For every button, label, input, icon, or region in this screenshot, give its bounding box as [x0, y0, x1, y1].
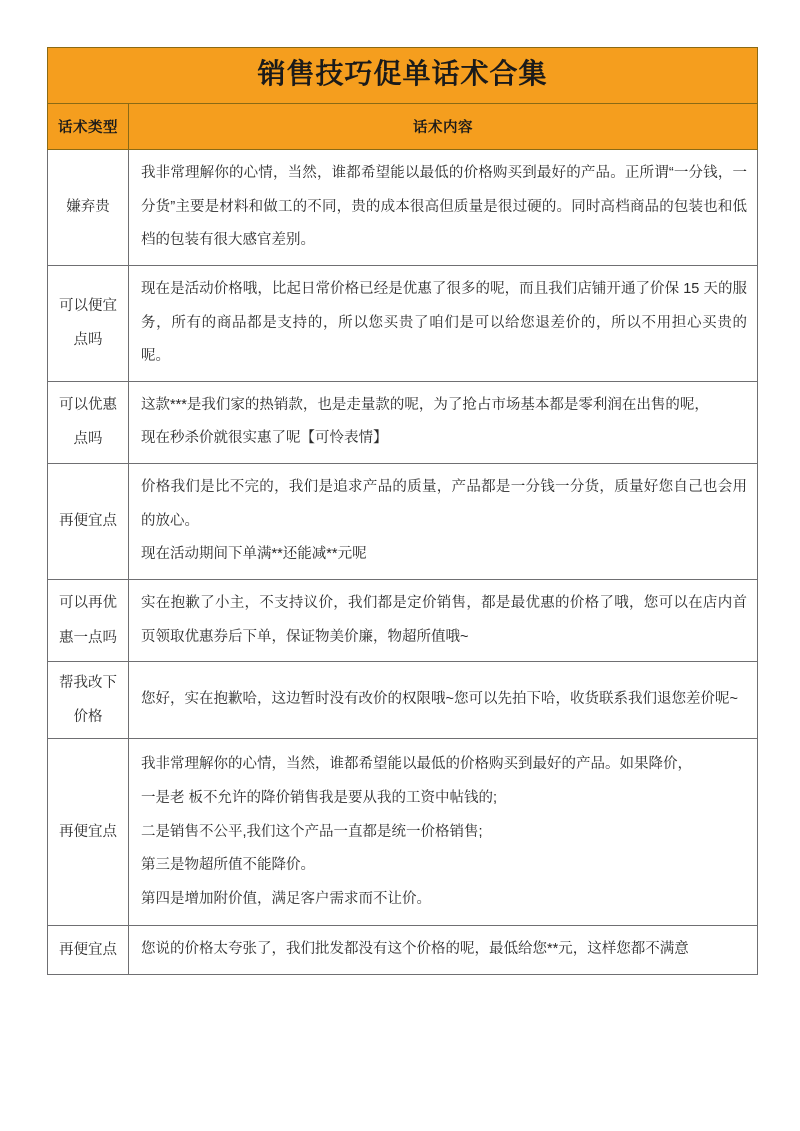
script-paragraph: 第三是物超所值不能降价。 [141, 857, 315, 874]
sales-script-table [47, 47, 758, 975]
script-content-cell [129, 381, 758, 463]
script-content-cell [129, 150, 758, 266]
table-row [48, 464, 758, 580]
table-row [48, 265, 758, 381]
table-header-row [48, 104, 758, 150]
script-content-cell [129, 926, 758, 975]
table-row [48, 579, 758, 661]
script-paragraph: 我非常理解你的心情，当然，谁都希望能以最低的价格购买到最好的产品。正所谓“一分钱，一分货”主要是材料和做工的不同，贵的成本很高但质量是很过硬的。同时高档商品的包装也和低档的包装有很大感官差别。 [141, 165, 748, 249]
script-type-cell: 帮我改下价格 [48, 662, 129, 739]
script-content-cell [129, 265, 758, 381]
script-type-cell: 可以优惠点吗 [48, 381, 129, 463]
script-paragraph: 一是老 板不允许的降价销售我是要从我的工资中帖钱的; [141, 789, 498, 806]
script-paragraph: 价格我们是比不完的，我们是追求产品的质量，产品都是一分钱一分货，质量好您自己也会用的放心。 [141, 479, 748, 529]
table-row [48, 662, 758, 739]
script-content-cell [129, 662, 758, 739]
table-row [48, 150, 758, 266]
table-title-cell [48, 48, 758, 104]
script-paragraph: 您说的价格太夸张了，我们批发都没有这个价格的呢，最低给您**元，这样您都不满意 [141, 941, 689, 958]
script-paragraph: 您好，实在抱歉哈，这边暂时没有改价的权限哦~您可以先拍下哈，收货联系我们退您差价呢~ [141, 691, 738, 708]
table-title-row [48, 48, 758, 104]
column-header-content: 话术内容 [129, 104, 758, 150]
script-paragraph: 二是销售不公平,我们这个产品一直都是统一价格销售; [141, 823, 483, 840]
script-paragraph: 现在是活动价格哦，比起日常价格已经是优惠了很多的呢，而且我们店铺开通了价保 15 天的服务，所有的商品都是支持的，所以您买贵了咱们是可以给您退差价的，所以不用担心买贵的呢。 [141, 280, 748, 365]
script-content-cell [129, 739, 758, 926]
script-paragraph: 现在秒杀价就很实惠了呢【可怜表情】 [141, 430, 388, 447]
script-paragraph: 实在抱歉了小主，不支持议价，我们都是定价销售，都是最优惠的价格了哦，您可以在店内首页领取优惠券后下单，保证物美价廉，物超所值哦~ [141, 594, 748, 645]
script-paragraph: 这款***是我们家的热销款，也是走量款的呢，为了抢占市场基本都是零利润在出售的呢， [141, 396, 709, 413]
page-title: 销售技巧促单话术合集 [257, 58, 548, 90]
script-paragraph: 第四是增加附价值，满足客户需求而不让价。 [141, 890, 431, 907]
table-row [48, 739, 758, 926]
script-type-cell: 再便宜点 [48, 464, 129, 580]
script-type-cell: 再便宜点 [48, 926, 129, 975]
script-paragraph: 现在活动期间下单满**还能减**元呢 [141, 546, 367, 563]
column-header-type: 话术类型 [48, 104, 129, 150]
script-type-cell: 嫌弃贵 [48, 150, 129, 266]
script-paragraph: 我非常理解你的心情，当然，谁都希望能以最低的价格购买到最好的产品。如果降价， [141, 756, 692, 773]
script-content-cell [129, 579, 758, 661]
script-type-cell: 可以便宜点吗 [48, 265, 129, 381]
script-type-cell: 再便宜点 [48, 739, 129, 926]
script-content-cell [129, 464, 758, 580]
table-row [48, 926, 758, 975]
script-type-cell: 可以再优惠一点吗 [48, 579, 129, 661]
table-row [48, 381, 758, 463]
